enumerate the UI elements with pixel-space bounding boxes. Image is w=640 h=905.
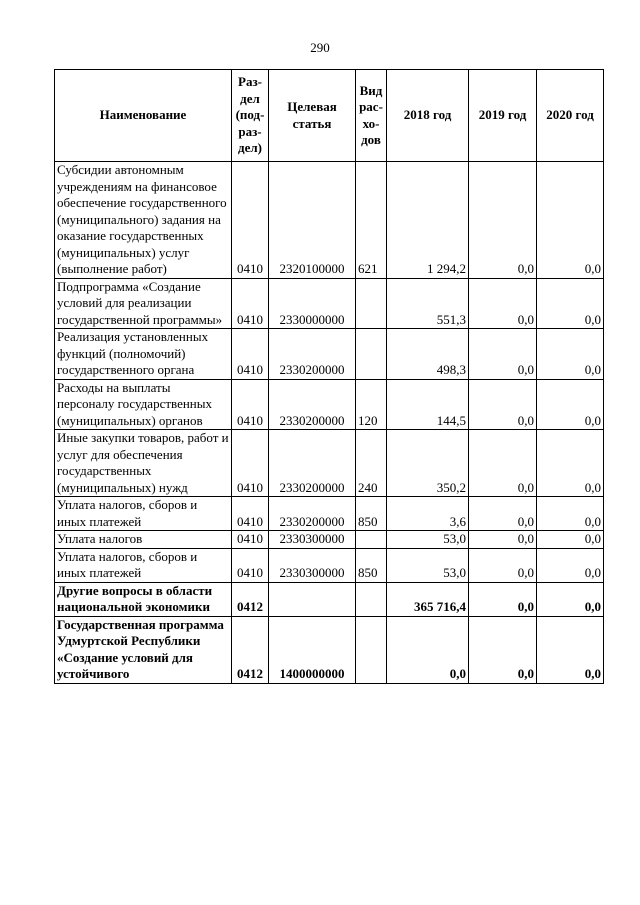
row-2018: 1 294,2 <box>387 162 469 279</box>
row-2020: 0,0 <box>537 497 604 531</box>
table-row <box>55 531 604 549</box>
row-kind <box>356 531 387 549</box>
header-kind: Вид рас-хо-дов <box>356 70 387 162</box>
row-name: Подпрограмма «Создание условий для реализации государственной программы» <box>55 278 232 329</box>
row-section: 0410 <box>232 531 269 549</box>
page-number: 290 <box>310 40 330 55</box>
row-2019: 0,0 <box>469 616 537 683</box>
row-2018: 498,3 <box>387 329 469 380</box>
row-section: 0410 <box>232 497 269 531</box>
row-name: Государственная программа Удмуртской Республики «Создание условий для устойчивого <box>55 616 232 683</box>
row-2020: 0,0 <box>537 379 604 430</box>
row-2019: 0,0 <box>469 329 537 380</box>
header-2019: 2019 год <box>469 70 537 162</box>
row-name: Субсидии автономным учреждениям на финансовое обеспечение государственного (муниципального) задания на оказание государственных (муниципальных) услуг (выполнение работ) <box>55 162 232 279</box>
row-kind: 850 <box>356 497 387 531</box>
row-section: 0410 <box>232 162 269 279</box>
row-name: Реализация установленных функций (полномочий) государственного органа <box>55 329 232 380</box>
table-row <box>55 582 604 616</box>
table-row <box>55 379 604 430</box>
row-section: 0410 <box>232 379 269 430</box>
row-2020: 0,0 <box>537 582 604 616</box>
table-row <box>55 329 604 380</box>
row-target <box>269 582 356 616</box>
row-name: Уплата налогов, сборов и иных платежей <box>55 497 232 531</box>
row-2018: 350,2 <box>387 430 469 497</box>
row-target: 1400000000 <box>269 616 356 683</box>
row-2020: 0,0 <box>537 162 604 279</box>
row-2018: 551,3 <box>387 278 469 329</box>
row-2019: 0,0 <box>469 531 537 549</box>
header-section: Раз-дел (под-раз-дел) <box>232 70 269 162</box>
row-kind <box>356 616 387 683</box>
table-header-row <box>55 70 604 162</box>
row-name: Уплата налогов <box>55 531 232 549</box>
row-target: 2330300000 <box>269 548 356 582</box>
row-kind: 120 <box>356 379 387 430</box>
header-2020: 2020 год <box>537 70 604 162</box>
row-target: 2330300000 <box>269 531 356 549</box>
row-name: Уплата налогов, сборов и иных платежей <box>55 548 232 582</box>
row-2019: 0,0 <box>469 430 537 497</box>
row-2018: 144,5 <box>387 379 469 430</box>
row-target: 2320100000 <box>269 162 356 279</box>
row-2019: 0,0 <box>469 162 537 279</box>
table-row <box>55 430 604 497</box>
row-target: 2330200000 <box>269 329 356 380</box>
table-row <box>55 278 604 329</box>
row-2020: 0,0 <box>537 616 604 683</box>
row-target: 2330000000 <box>269 278 356 329</box>
row-section: 0410 <box>232 430 269 497</box>
table-row <box>55 548 604 582</box>
row-kind: 850 <box>356 548 387 582</box>
row-kind <box>356 582 387 616</box>
header-name: Наименование <box>55 70 232 162</box>
row-2020: 0,0 <box>537 548 604 582</box>
row-section: 0412 <box>232 616 269 683</box>
budget-table <box>54 69 604 684</box>
row-section: 0410 <box>232 278 269 329</box>
row-2019: 0,0 <box>469 582 537 616</box>
row-name: Иные закупки товаров, работ и услуг для обеспечения государственных (муниципальных) нужд <box>55 430 232 497</box>
row-2019: 0,0 <box>469 278 537 329</box>
row-kind: 621 <box>356 162 387 279</box>
row-section: 0410 <box>232 548 269 582</box>
row-kind <box>356 278 387 329</box>
row-2018: 53,0 <box>387 548 469 582</box>
table-row <box>55 497 604 531</box>
row-2018: 53,0 <box>387 531 469 549</box>
row-2020: 0,0 <box>537 531 604 549</box>
table-row <box>55 616 604 683</box>
row-2020: 0,0 <box>537 430 604 497</box>
row-2019: 0,0 <box>469 497 537 531</box>
row-2019: 0,0 <box>469 548 537 582</box>
row-kind: 240 <box>356 430 387 497</box>
table-row <box>55 162 604 279</box>
row-2020: 0,0 <box>537 329 604 380</box>
row-2018: 3,6 <box>387 497 469 531</box>
row-target: 2330200000 <box>269 379 356 430</box>
row-2018: 365 716,4 <box>387 582 469 616</box>
row-2020: 0,0 <box>537 278 604 329</box>
row-target: 2330200000 <box>269 430 356 497</box>
row-target: 2330200000 <box>269 497 356 531</box>
row-kind <box>356 329 387 380</box>
row-2019: 0,0 <box>469 379 537 430</box>
row-name: Расходы на выплаты персоналу государственных (муниципальных) органов <box>55 379 232 430</box>
row-section: 0412 <box>232 582 269 616</box>
header-target: Целевая статья <box>269 70 356 162</box>
row-section: 0410 <box>232 329 269 380</box>
header-2018: 2018 год <box>387 70 469 162</box>
row-name: Другие вопросы в области национальной экономики <box>55 582 232 616</box>
row-2018: 0,0 <box>387 616 469 683</box>
